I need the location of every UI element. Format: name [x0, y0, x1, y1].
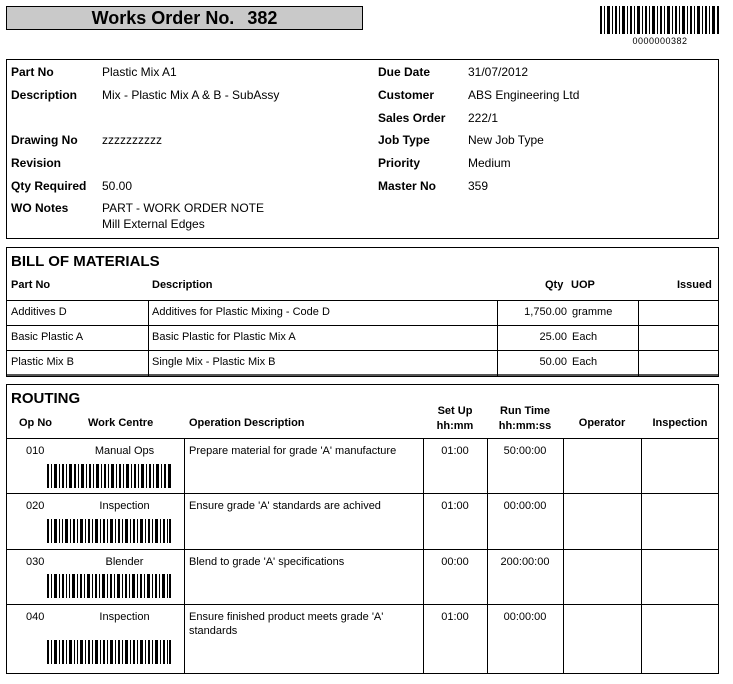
routing-header-run-unit: hh:mm:ss [498, 420, 552, 432]
qty-required-label: Qty Required [11, 179, 87, 193]
routing-op-no: 020 [26, 500, 45, 512]
routing-run-time: 200:00:00 [500, 556, 550, 568]
routing-description: Ensure finished product meets grade 'A' [189, 611, 384, 623]
bom-header-qty: Qty [545, 279, 564, 291]
routing-description-line2: standards [189, 625, 238, 637]
revision-label: Revision [11, 156, 62, 170]
routing-work-centre: Inspection [99, 611, 150, 623]
routing-col-line [184, 438, 185, 673]
routing-header-setup-unit: hh:mm [436, 420, 474, 432]
works-order-title [6, 6, 363, 30]
routing-col-line [641, 438, 642, 673]
routing-description: Ensure grade 'A' standards are achived [189, 500, 381, 512]
routing-header-operator: Operator [578, 417, 626, 429]
job-type-value: New Job Type [468, 133, 544, 147]
wo-notes-value: PART - WORK ORDER NOTE [102, 201, 265, 215]
master-no-value: 359 [468, 179, 489, 193]
priority-label: Priority [378, 156, 421, 170]
routing-setup: 01:00 [441, 500, 469, 512]
routing-header-setup: Set Up [437, 405, 473, 417]
bom-row-part: Plastic Mix B [11, 356, 74, 368]
operation-barcode-icon [47, 464, 172, 488]
routing-description: Prepare material for grade 'A' manufacture [189, 445, 397, 457]
qty-required-value: 50.00 [102, 179, 133, 193]
priority-value: Medium [468, 156, 511, 170]
due-date-label: Due Date [378, 65, 431, 79]
operation-barcode-icon [47, 640, 172, 664]
bom-col-line [148, 300, 149, 376]
bom-row-uop: Each [572, 356, 598, 368]
routing-divider [7, 549, 718, 550]
routing-description: Blend to grade 'A' specifications [189, 556, 345, 568]
routing-header-description: Operation Description [189, 417, 305, 429]
routing-setup: 01:00 [441, 445, 469, 457]
bom-col-line [638, 300, 639, 376]
routing-header-work-centre: Work Centre [88, 417, 154, 429]
master-no-label: Master No [378, 179, 437, 193]
routing-title: ROUTING [11, 390, 81, 407]
routing-op-no: 040 [26, 611, 45, 623]
bom-row-part: Additives D [11, 306, 67, 318]
description-value: Mix - Plastic Mix A & B - SubAssy [102, 88, 280, 102]
barcode-number: 0000000382 [632, 36, 688, 46]
bom-row-qty: 50.00 [539, 356, 567, 368]
bill-of-materials-section [6, 247, 719, 377]
routing-work-centre: Manual Ops [94, 445, 155, 457]
title-label: Works Order No. [91, 8, 235, 28]
order-details-panel [6, 59, 719, 239]
routing-divider [7, 438, 718, 439]
routing-run-time: 50:00:00 [503, 445, 547, 457]
wo-notes-label: WO Notes [11, 201, 69, 215]
wo-notes-value-line2: Mill External Edges [102, 217, 205, 231]
bom-row-uop: Each [572, 331, 598, 343]
bom-divider [7, 350, 718, 351]
description-label: Description [11, 88, 78, 102]
bom-header-part: Part No [11, 279, 51, 291]
operation-barcode-icon [47, 574, 172, 598]
routing-divider [7, 493, 718, 494]
part-no-value: Plastic Mix A1 [102, 65, 177, 79]
bom-row-description: Single Mix - Plastic Mix B [152, 356, 276, 368]
bom-header-issued: Issued [677, 279, 712, 291]
bom-row-part: Basic Plastic A [11, 331, 84, 343]
routing-col-line [563, 438, 564, 673]
bom-row-qty: 25.00 [539, 331, 567, 343]
routing-setup: 00:00 [441, 556, 469, 568]
order-number: 382 [247, 8, 278, 28]
routing-work-centre: Blender [105, 556, 144, 568]
bom-header-description: Description [152, 279, 213, 291]
job-type-label: Job Type [378, 133, 430, 147]
bom-row-uop: gramme [572, 306, 613, 318]
bom-row-description: Additives for Plastic Mixing - Code D [152, 306, 330, 318]
part-no-label: Part No [11, 65, 54, 79]
sales-order-label: Sales Order [378, 111, 446, 125]
routing-divider [7, 604, 718, 605]
customer-label: Customer [378, 88, 435, 102]
bom-row-description: Basic Plastic for Plastic Mix A [152, 331, 296, 343]
order-barcode-icon [600, 6, 720, 34]
bom-row-qty: 1,750.00 [524, 306, 567, 318]
routing-work-centre: Inspection [99, 500, 150, 512]
routing-header-op: Op No [19, 417, 52, 429]
routing-run-time: 00:00:00 [503, 500, 547, 512]
routing-header-run: Run Time [500, 405, 550, 417]
sales-order-value: 222/1 [468, 111, 499, 125]
bom-divider [7, 374, 718, 376]
routing-setup: 01:00 [441, 611, 469, 623]
due-date-value: 31/07/2012 [468, 65, 529, 79]
routing-op-no: 030 [26, 556, 45, 568]
customer-value: ABS Engineering Ltd [468, 88, 580, 102]
bom-divider [7, 325, 718, 326]
bom-title: BILL OF MATERIALS [11, 253, 160, 270]
bom-header-uop: UOP [571, 279, 595, 291]
drawing-no-value: zzzzzzzzzz [102, 133, 162, 147]
bom-divider [7, 300, 718, 301]
routing-run-time: 00:00:00 [503, 611, 547, 623]
routing-header-inspection: Inspection [652, 417, 708, 429]
drawing-no-label: Drawing No [11, 133, 78, 147]
operation-barcode-icon [47, 519, 172, 543]
routing-section [6, 384, 719, 674]
routing-op-no: 010 [26, 445, 45, 457]
